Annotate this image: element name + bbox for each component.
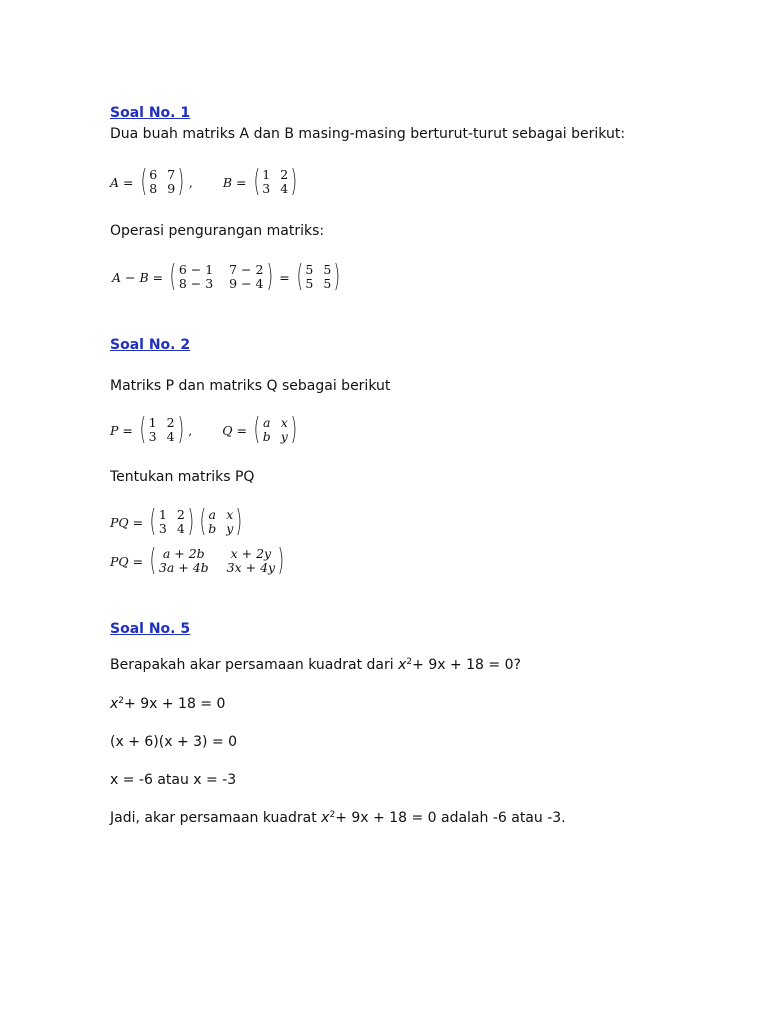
- left-paren: (: [169, 259, 177, 294]
- left-paren: (: [140, 164, 147, 199]
- matrix-cell: 4: [176, 521, 185, 536]
- matrix-cell: 3x + 4y: [226, 560, 276, 575]
- matrix-b-label: B: [222, 174, 233, 190]
- matrix-a-label: A: [110, 174, 120, 190]
- separator: ,: [188, 422, 193, 438]
- matrix-cell: 8 − 3: [178, 276, 214, 291]
- equals-sign: =: [122, 422, 133, 438]
- conclusion-rest: + 9x + 18 = 0 adalah -6 atau -3.: [335, 810, 566, 826]
- step-1: [110, 696, 225, 712]
- question-rest: + 9x + 18 = 0?: [412, 657, 521, 673]
- matrix-cell: 4: [166, 429, 175, 444]
- matrix-q: [208, 508, 233, 536]
- equals-sign: =: [152, 269, 164, 285]
- matrix-cell: b: [208, 521, 217, 536]
- result-matrix: [305, 263, 331, 291]
- matrix-cell: x: [226, 507, 234, 522]
- matrix-pq-definition: [110, 412, 299, 447]
- exponent: 2: [406, 657, 413, 667]
- matrix-q-label: Q: [222, 422, 233, 438]
- variable-x: x: [110, 696, 119, 712]
- equals-sign: =: [132, 553, 144, 569]
- soal1-intro: Dua buah matriks A dan B masing-masing berturut-turut sebagai berikut:: [110, 126, 626, 142]
- matrix-cell: 3: [262, 181, 271, 196]
- left-paren: (: [296, 259, 303, 294]
- matrix-cell: 1: [262, 167, 271, 182]
- right-paren: ): [177, 412, 184, 447]
- matrix-cell: 1: [158, 507, 167, 522]
- soal5-heading: Soal No. 5: [110, 621, 191, 637]
- matrix-cell: 8: [149, 181, 158, 196]
- matrix-cell: a: [262, 415, 271, 430]
- matrix-cell: a: [208, 507, 216, 522]
- matrix-cell: 7: [167, 167, 176, 182]
- soal1-operation-text: Operasi pengurangan matriks:: [110, 223, 325, 239]
- matrix-cell: 2: [176, 507, 185, 522]
- step-1-rest: + 9x + 18 = 0: [124, 696, 226, 712]
- step-3: x = -6 atau x = -3: [110, 772, 237, 788]
- difference-matrix: [179, 263, 264, 291]
- matrix-cell: 3: [148, 429, 157, 444]
- soal5-question: [110, 657, 521, 673]
- equals-sign: =: [279, 269, 290, 285]
- matrix-cell: 3: [158, 521, 167, 536]
- right-paren: ): [277, 543, 285, 578]
- right-paren: ): [266, 259, 273, 294]
- step-2: (x + 6)(x + 3) = 0: [110, 734, 238, 750]
- matrix-cell: 6 − 1: [178, 262, 214, 277]
- soal2-task: Tentukan matriks PQ: [110, 469, 255, 485]
- matrix-cell: 5: [323, 262, 332, 277]
- soal1-heading: Soal No. 1: [110, 105, 191, 121]
- pq-product-equation: [110, 504, 245, 539]
- matrix-cell: 2: [166, 415, 175, 430]
- equals-sign: =: [236, 422, 247, 438]
- question-text: Berapakah akar persamaan kuadrat dari: [110, 657, 399, 673]
- separator: ,: [188, 174, 193, 190]
- equals-sign: =: [236, 174, 247, 190]
- left-paren: (: [149, 504, 157, 539]
- left-paren: (: [149, 543, 157, 578]
- matrix-cell: x: [280, 415, 288, 430]
- left-paren: (: [253, 164, 260, 199]
- matrix-q: [263, 416, 288, 444]
- conclusion: [110, 810, 566, 826]
- equals-sign: =: [123, 174, 134, 190]
- left-paren: (: [253, 412, 261, 447]
- matrix-cell: 1: [148, 415, 157, 430]
- soal2-intro: Matriks P dan matriks Q sebagai berikut: [110, 378, 391, 394]
- right-paren: ): [177, 164, 185, 199]
- matrix-p-label: P: [110, 422, 119, 438]
- matrix-cell: 3a + 4b: [158, 560, 209, 575]
- exponent: 2: [118, 696, 125, 706]
- right-paren: ): [235, 504, 243, 539]
- subtraction-equation: [112, 259, 343, 294]
- right-paren: ): [290, 164, 298, 199]
- left-paren: (: [199, 504, 206, 539]
- matrix-p: [149, 416, 175, 444]
- exponent: 2: [329, 810, 336, 820]
- matrix-cell: 4: [280, 181, 289, 196]
- right-paren: ): [290, 412, 297, 447]
- matrix-a-equation: [110, 164, 300, 199]
- matrix-b: [262, 168, 288, 196]
- matrix-cell: y: [280, 429, 288, 444]
- matrix-cell: 9 − 4: [229, 276, 264, 291]
- matrix-cell: 7 − 2: [229, 262, 264, 277]
- pq-result-matrix: [159, 547, 275, 575]
- matrix-cell: a + 2b: [162, 546, 205, 561]
- matrix-cell: 5: [305, 276, 314, 291]
- variable-x: x: [398, 657, 407, 673]
- left-paren: (: [139, 412, 146, 447]
- conclusion-text: Jadi, akar persamaan kuadrat: [110, 810, 322, 826]
- matrix-p: [159, 508, 185, 536]
- matrix-cell: 6: [149, 167, 158, 182]
- matrix-cell: 9: [167, 181, 176, 196]
- matrix-cell: y: [226, 521, 234, 536]
- right-paren: ): [333, 259, 341, 294]
- pq-label: PQ: [110, 514, 129, 530]
- pq-label: PQ: [110, 553, 129, 569]
- subtraction-label: A − B: [112, 269, 149, 285]
- pq-result-equation: [110, 543, 287, 578]
- matrix-cell: 5: [305, 262, 314, 277]
- right-paren: ): [187, 504, 194, 539]
- matrix-cell: b: [262, 429, 271, 444]
- matrix-cell: 2: [280, 167, 289, 182]
- matrix-a: [149, 168, 175, 196]
- matrix-cell: 5: [323, 276, 332, 291]
- soal2-heading: Soal No. 2: [110, 337, 191, 353]
- equals-sign: =: [132, 514, 144, 530]
- variable-x: x: [321, 810, 330, 826]
- matrix-cell: x + 2y: [230, 546, 272, 561]
